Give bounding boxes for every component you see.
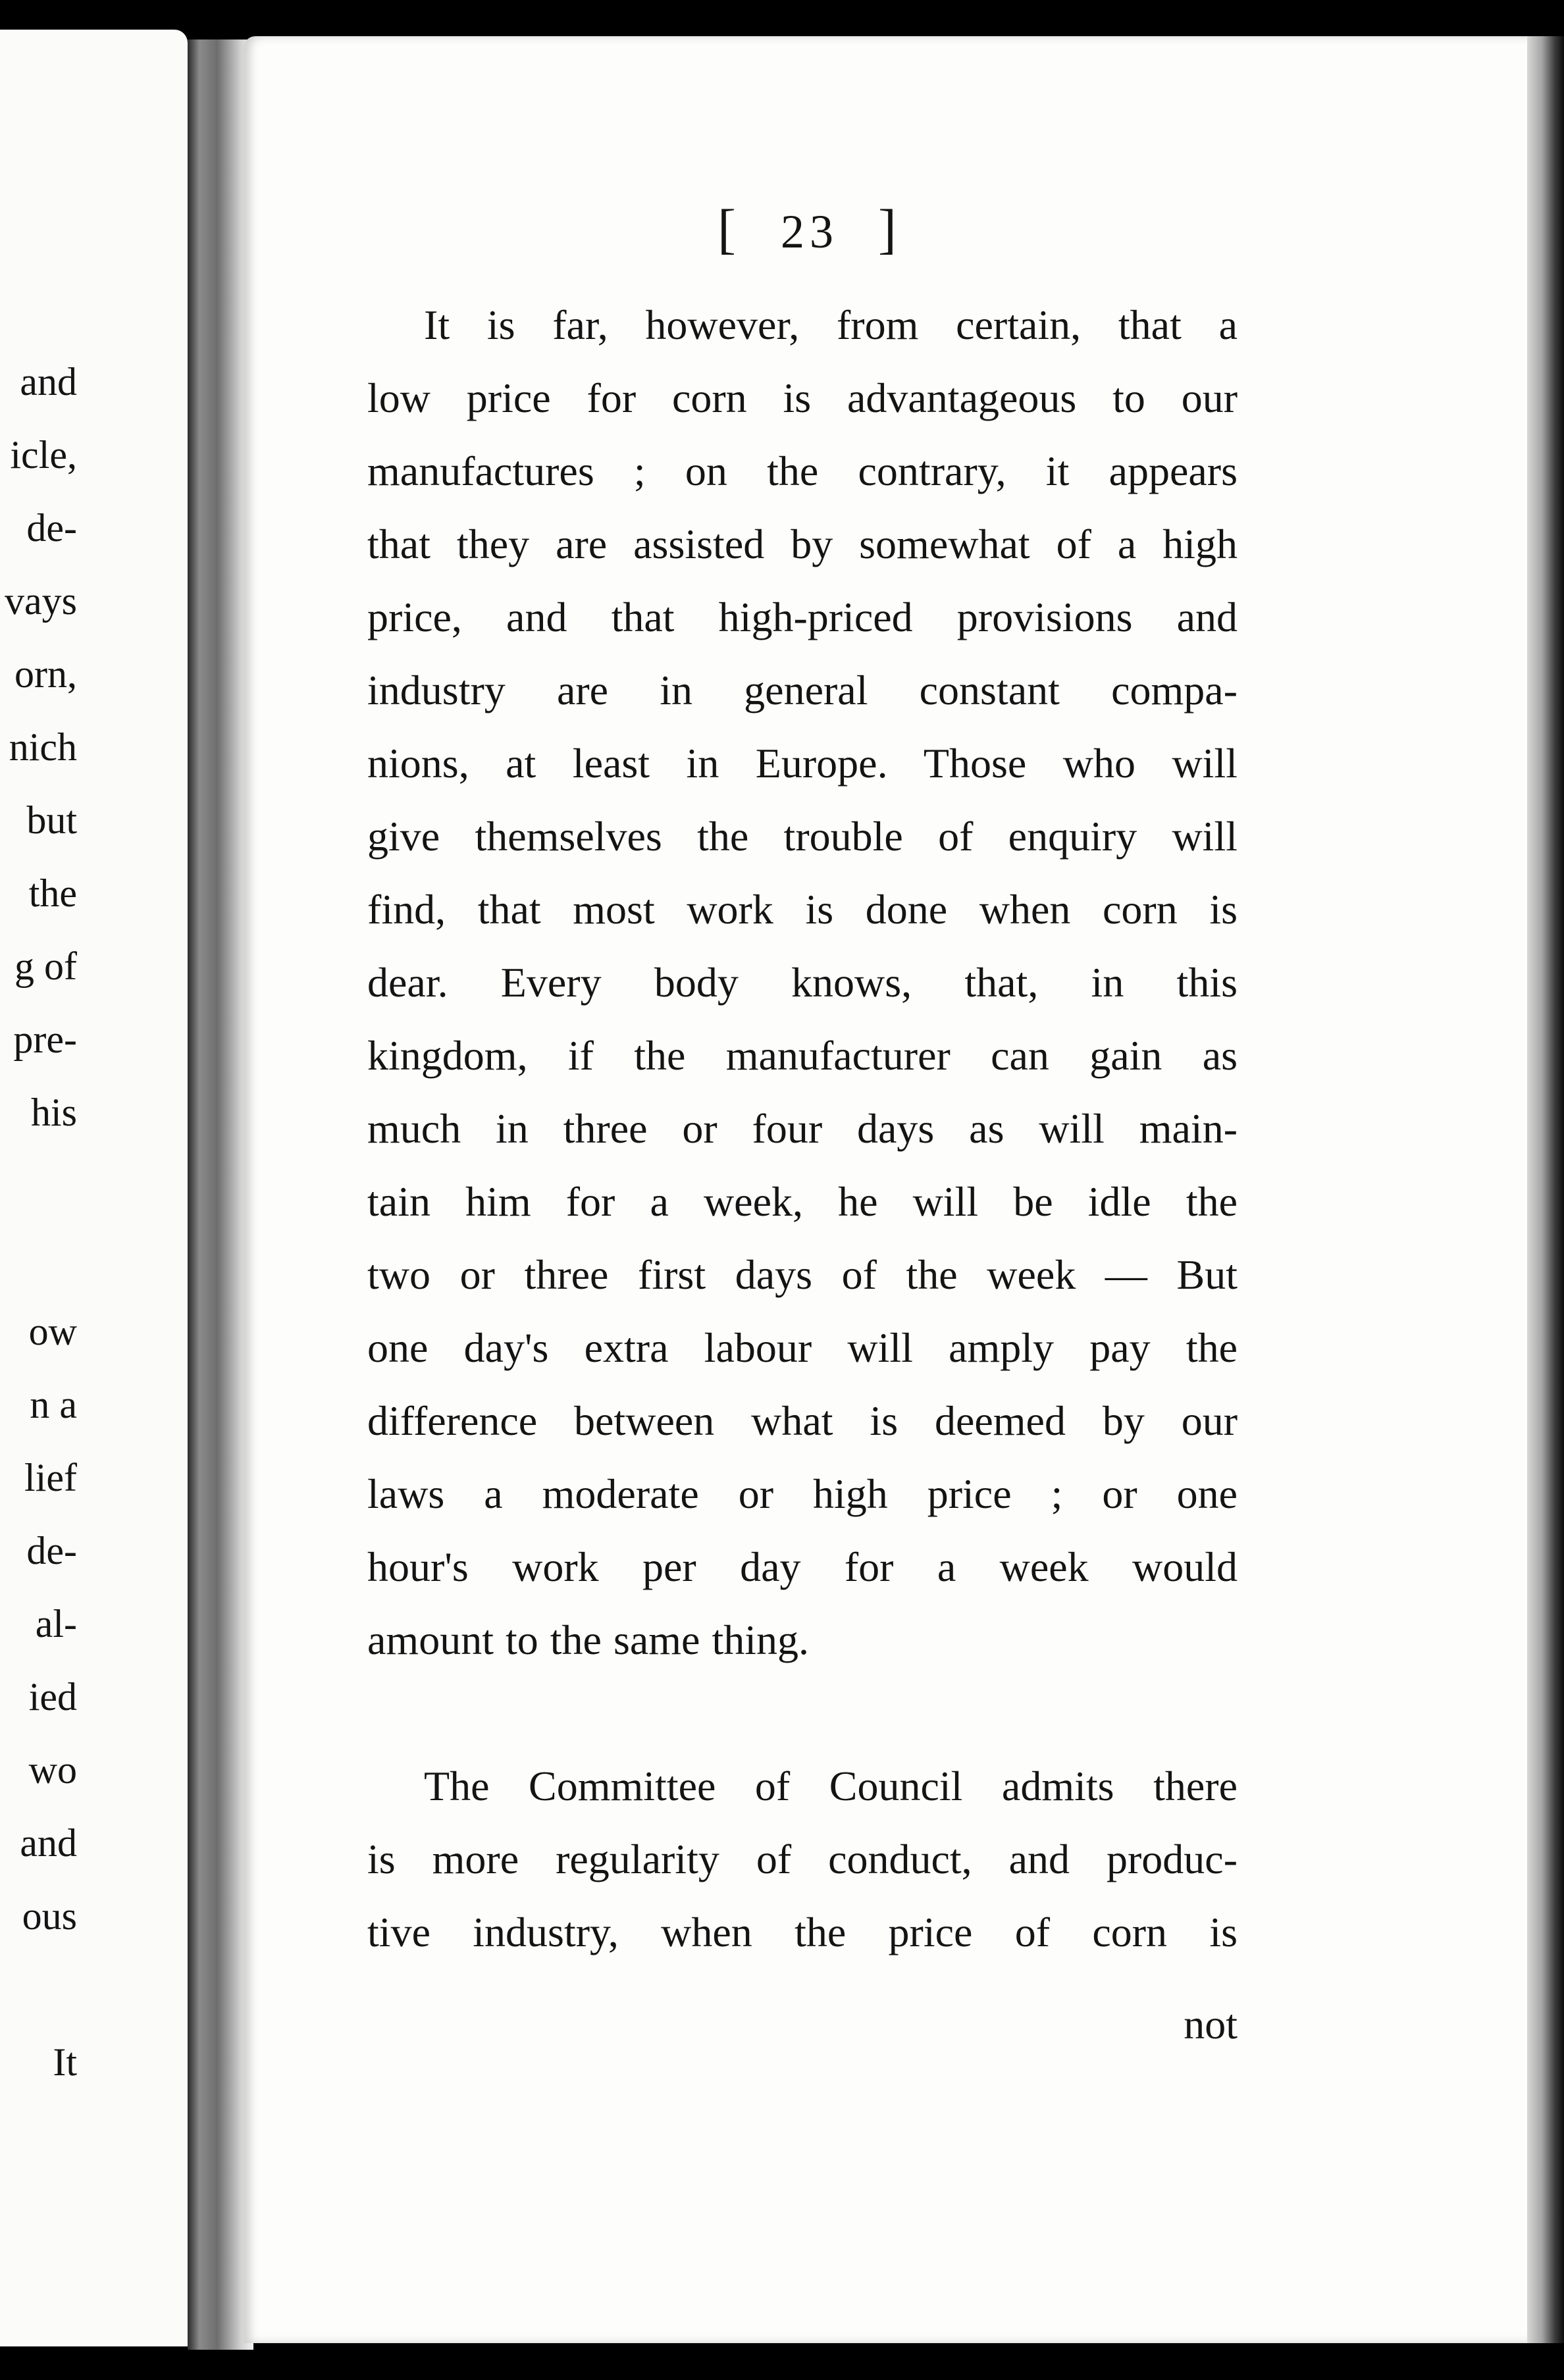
page-number-value: 23 xyxy=(781,205,839,258)
page-number-close-bracket: ] xyxy=(878,199,902,260)
left-page-fragment: the xyxy=(28,871,77,915)
text-line: manufactures ; on the contrary, it appears xyxy=(367,448,1238,494)
text-line: much in three or four days as will main- xyxy=(367,1105,1238,1152)
paragraph-gap xyxy=(367,1676,1238,1749)
text-line: two or three first days of the week — But xyxy=(367,1251,1238,1298)
text-line: nions, at least in Europe. Those who will xyxy=(367,740,1238,787)
left-page-fragment: de- xyxy=(26,1529,77,1572)
text-line: one day's extra labour will amply pay the xyxy=(367,1324,1238,1371)
page-edge xyxy=(1527,36,1564,2343)
left-page-fragment: icle, xyxy=(10,433,77,477)
left-page-fragment: ied xyxy=(28,1675,77,1719)
text-line: find, that most work is done when corn is xyxy=(367,886,1238,933)
text-line: tain him for a week, he will be idle the xyxy=(367,1178,1238,1225)
text-line: The Committee of Council admits there xyxy=(424,1763,1238,1809)
text-line: is more regularity of conduct, and produc- xyxy=(367,1836,1238,1882)
text-line: low price for corn is advantageous to our xyxy=(367,375,1238,421)
left-page-fragment: and xyxy=(20,360,77,403)
text-line: It is far, however, from certain, that a xyxy=(424,301,1238,348)
catchword: not xyxy=(1184,2001,1238,2048)
left-page-fragment: nich xyxy=(9,725,77,769)
left-page-fragment: al- xyxy=(35,1602,77,1645)
left-page-fragment: lief xyxy=(24,1456,77,1499)
paragraph xyxy=(367,288,1238,1676)
text-line: give themselves the trouble of enquiry will xyxy=(367,813,1238,860)
left-page-fragment: n a xyxy=(30,1383,77,1426)
left-page-fragment: and xyxy=(20,1821,77,1865)
left-page-fragment: wo xyxy=(28,1748,77,1792)
text-line: tive industry, when the price of corn is xyxy=(367,1909,1238,1955)
text-line: price, and that high-priced provisions and xyxy=(367,594,1238,640)
left-page-fragment: pre- xyxy=(13,1018,77,1061)
text-line: dear. Every body knows, that, in this xyxy=(367,959,1238,1006)
left-page-fragment: It xyxy=(53,2040,77,2084)
text-line: industry are in general constant compa- xyxy=(367,667,1238,713)
text-line: laws a moderate or high price ; or one xyxy=(367,1470,1238,1517)
paragraph xyxy=(367,1749,1238,1969)
page-number xyxy=(698,197,922,261)
text-line: that they are assisted by somewhat of a high xyxy=(367,521,1238,567)
left-page-fragment: his xyxy=(30,1091,77,1134)
left-page-fragment: de- xyxy=(26,506,77,550)
text-line: difference between what is deemed by our xyxy=(367,1397,1238,1444)
page-number-open-bracket: [ xyxy=(717,199,741,260)
left-page-fragment: vays xyxy=(5,579,77,623)
body-text xyxy=(367,288,1238,1969)
left-page-fragment: ow xyxy=(28,1310,77,1353)
left-page-fragment: orn, xyxy=(14,652,77,696)
text-line: amount to the same thing. xyxy=(367,1617,809,1663)
left-page xyxy=(0,30,188,2346)
left-page-fragment: but xyxy=(26,798,77,842)
text-line: kingdom, if the manufacturer can gain as xyxy=(367,1032,1238,1079)
left-page-fragment: ous xyxy=(22,1894,77,1938)
text-line: hour's work per day for a week would xyxy=(367,1543,1238,1590)
left-page-fragment: g of xyxy=(14,944,77,988)
